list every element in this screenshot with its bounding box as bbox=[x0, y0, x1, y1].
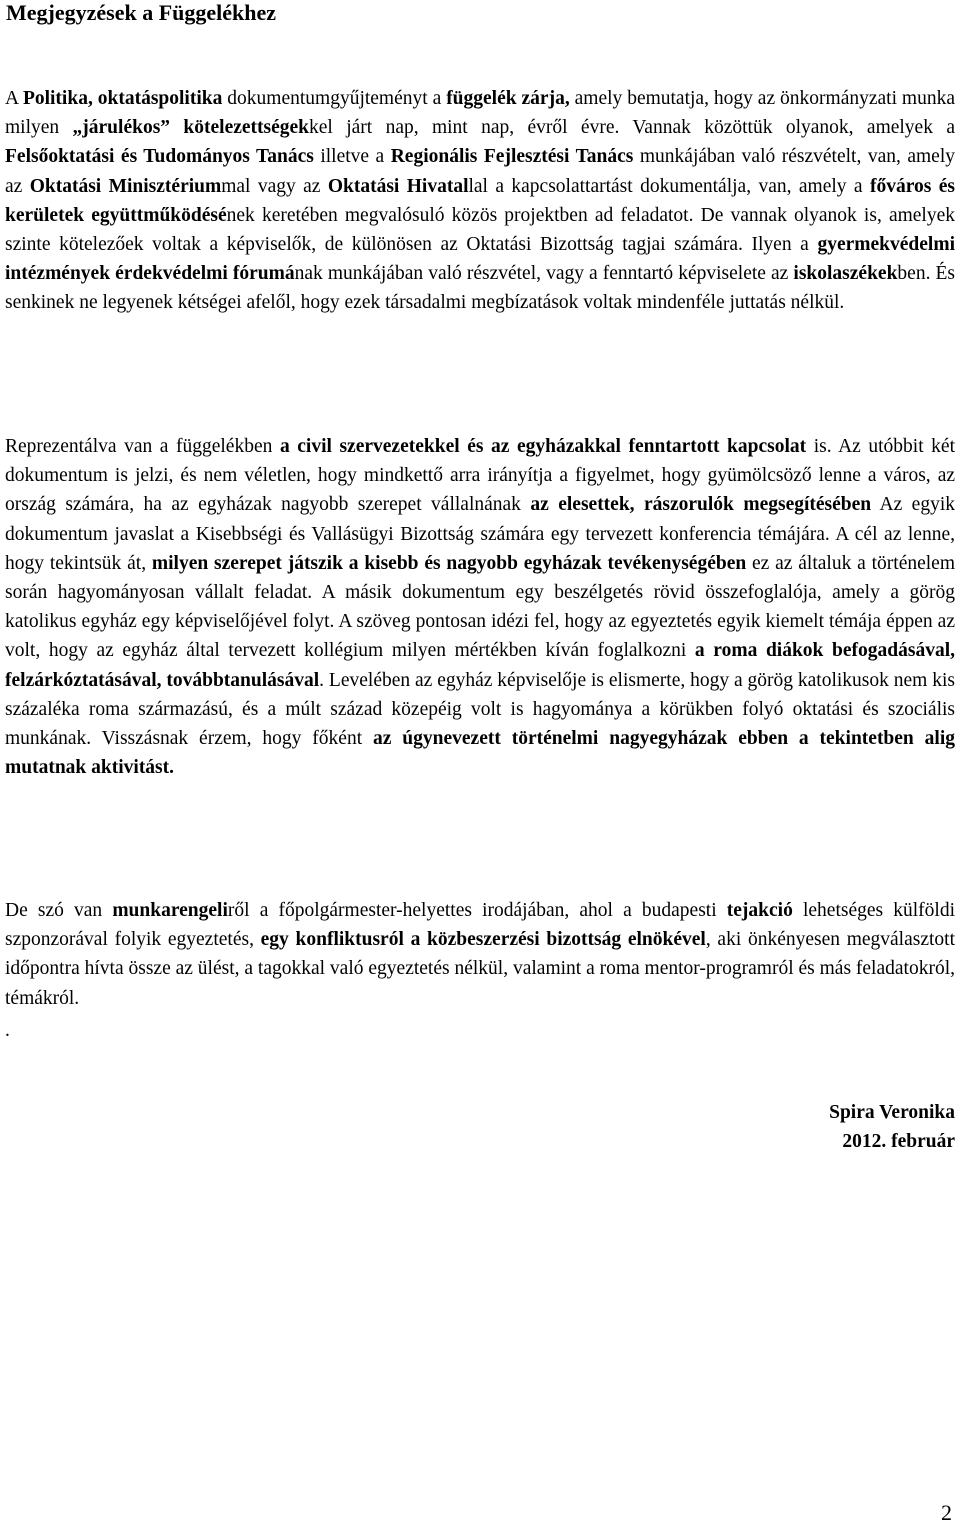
bold-text-run: milyen szerepet játszik a kisebb és nagyobb egyházak tevékenységében bbox=[151, 552, 747, 574]
text-run: ről a főpolgármester-helyettes irodájában, ahol a budapesti bbox=[227, 900, 727, 921]
text-run: munkájában való részvételt, van, amely az bbox=[5, 146, 955, 197]
bold-text-run: Oktatási Hivatal bbox=[327, 175, 469, 197]
signature-name: Spira Veronika bbox=[829, 1102, 955, 1123]
page-number: 2 bbox=[941, 1500, 952, 1525]
text-run: . Levelében az egyház képviselője is elismerte, hogy a görög katolikusok nem kis százaléka roma származású, és a múlt század közepéig volt is hagyománya a körükben folyó oktatási és szociális munkának. Visszásnak érzem, hogy főként bbox=[5, 669, 955, 750]
bold-text-run: iskolaszékek bbox=[793, 263, 898, 285]
text-run: A bbox=[5, 88, 23, 109]
bold-text-run: a roma diákok befogadásával, felzárkóztatásával, továbbtanulásával bbox=[5, 640, 955, 691]
text-run: nak munkájában való részvétel, vagy a fenntartó képviselete az bbox=[294, 263, 794, 285]
bold-text-run: gyermekvédelmi intézmények érdekvédelmi fórumá bbox=[5, 234, 955, 285]
bold-text-run: Oktatási Minisztérium bbox=[29, 175, 222, 197]
bold-text-run: az úgynevezett történelmi nagyegyházak ebben a tekintetben alig mutatnak aktivitást. bbox=[5, 728, 955, 779]
text-run: dokumentumgyűjteményt a bbox=[222, 88, 447, 109]
bold-text-run: főváros és kerületek együttműködésé bbox=[5, 175, 955, 226]
bold-text-run: Regionális Fejlesztési Tanács bbox=[390, 146, 634, 168]
trailing-dot: . bbox=[5, 1020, 10, 1041]
signature-date: 2012. február bbox=[842, 1131, 955, 1152]
paragraph-2 bbox=[5, 432, 955, 782]
text-run: is. Az utóbbit két dokumentum is jelzi, és nem véletlen, hogy mindkettő arra irányítja a figyelmet, hogy gyümölcsöző lenne a város, az ország számára, ha az egyházak nagyobb szerepet vállalnának bbox=[5, 436, 955, 516]
text-run: mal vagy az bbox=[221, 175, 328, 197]
bold-text-run: az elesettek, rászorulók megsegítésében bbox=[530, 494, 872, 516]
paragraph-1 bbox=[5, 84, 955, 318]
signature-block bbox=[829, 1098, 955, 1156]
text-run: nek keretében megvalósuló közös projektben ad feladatot. De vannak olyanok is, amelyek szinte kötelezőek voltak a képviselők, de különösen az Oktatási Bizottság tagjai számára. Ilyen a bbox=[5, 204, 956, 256]
bold-text-run: a civil szervezetekkel és az egyházakkal fenntartott kapcsolat bbox=[279, 436, 807, 457]
bold-text-run: munkarengeli bbox=[112, 900, 228, 921]
text-run: Reprezentálva van a függelékben bbox=[5, 436, 280, 457]
text-run: Az egyik dokumentum javaslat a Kisebbségi és Vallásügyi Bizottság számára egy tervezett konferencia témájára. A cél az lenne, hogy tekintsük át, bbox=[5, 494, 955, 574]
page-title: Megjegyzések a Függelékhez bbox=[6, 0, 277, 25]
text-run: , aki önkényesen megválasztott időpontra hívta össze az ülést, a tagokkal való egyeztetés nélkül, valamint a roma mentor-programról és más feladatokról, témákról. bbox=[5, 929, 955, 1009]
paragraph-3 bbox=[5, 896, 955, 1013]
bold-text-run: „járulékos” kötelezettségek bbox=[72, 117, 310, 139]
text-run: kel járt nap, mint nap, évről évre. Vannak közöttük olyanok, amelyek a bbox=[309, 117, 955, 139]
text-run: lal a kapcsolattartást dokumentálja, van, amely a bbox=[468, 175, 870, 197]
text-run: amely bemutatja, hogy az önkormányzati munka milyen bbox=[5, 88, 955, 139]
text-run: ez az általuk a történelem során hagyományosan vállalt feladat. A másik dokumentum egy beszélgetés rövid összefoglalója, amely a görög katolikus egyház egy képviselőjével folyt. A szöveg pontosan idézi fel, hogy az egyeztetés egyik kiemelt témája éppen az volt, hogy az egyház által tervezett kollégium milyen mértékben kíván foglalkozni bbox=[5, 552, 955, 662]
bold-text-run: egy konfliktusról a közbeszerzési bizottság elnökével bbox=[260, 929, 706, 951]
text-run: lehetséges külföldi szponzorával folyik egyeztetés, bbox=[5, 900, 955, 951]
text-run: De szó van bbox=[5, 900, 113, 921]
text-run: ben. És senkinek ne legyenek kétségei afelől, hogy ezek társadalmi megbízatások voltak mindenféle juttatás nélkül. bbox=[5, 263, 956, 314]
bold-text-run: tejakció bbox=[726, 900, 793, 921]
bold-text-run: függelék zárja, bbox=[446, 88, 570, 109]
bold-text-run: Politika, oktatáspolitika bbox=[22, 88, 223, 109]
text-run: illetve a bbox=[313, 146, 391, 168]
bold-text-run: Felsőoktatási és Tudományos Tanács bbox=[5, 146, 314, 168]
